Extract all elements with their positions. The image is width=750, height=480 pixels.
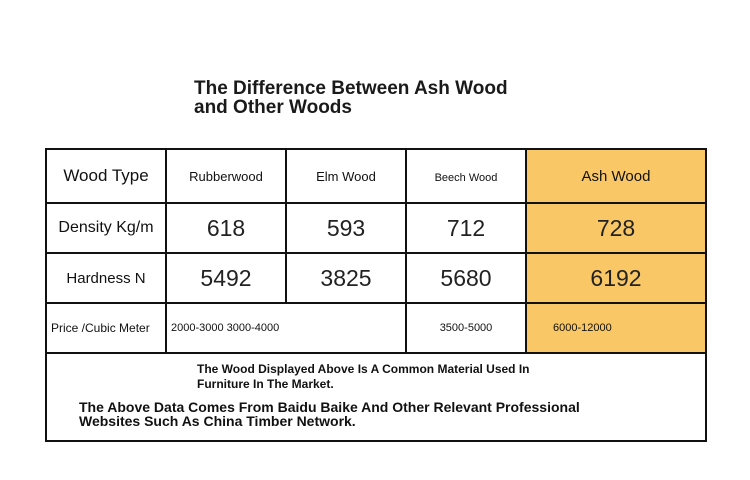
note-common-material: The Wood Displayed Above Is A Common Material Used In Furniture In The Market. — [197, 362, 530, 391]
table-row-price — [46, 303, 706, 353]
density-ash-wood: 728 — [526, 203, 706, 253]
table-row-notes — [46, 353, 706, 441]
header-rubberwood: Rubberwood — [166, 149, 286, 203]
header-ash-wood: Ash Wood — [526, 149, 706, 203]
hardness-ash-wood: 6192 — [526, 253, 706, 303]
density-elm-wood: 593 — [286, 203, 406, 253]
price-beech-wood: 3500-5000 — [406, 303, 526, 353]
density-beech-wood: 712 — [406, 203, 526, 253]
price-ash-wood: 6000-12000 — [526, 303, 706, 353]
header-beech-wood: Beech Wood — [406, 149, 526, 203]
title-line-1: The Difference Between Ash Wood — [194, 78, 508, 99]
table-row-density — [46, 203, 706, 253]
comparison-table — [45, 148, 707, 442]
header-label-wood-type: Wood Type — [46, 149, 166, 203]
price-rubberwood-elm: 2000-3000 3000-4000 — [166, 303, 406, 353]
header-elm-wood: Elm Wood — [286, 149, 406, 203]
row-label-price: Price /Cubic Meter — [46, 303, 166, 353]
density-rubberwood: 618 — [166, 203, 286, 253]
hardness-elm-wood: 3825 — [286, 253, 406, 303]
table-row-hardness — [46, 253, 706, 303]
page-title — [194, 79, 554, 117]
hardness-beech-wood: 5680 — [406, 253, 526, 303]
title-line-2: and Other Woods — [194, 97, 352, 118]
row-label-density: Density Kg/m — [46, 203, 166, 253]
notes-cell — [46, 353, 706, 441]
note-data-source: The Above Data Comes From Baidu Baike And Other Relevant Professional Websites Such As China Timber Network. — [79, 399, 580, 429]
hardness-rubberwood: 5492 — [166, 253, 286, 303]
row-label-hardness: Hardness N — [46, 253, 166, 303]
table-row-header — [46, 149, 706, 203]
